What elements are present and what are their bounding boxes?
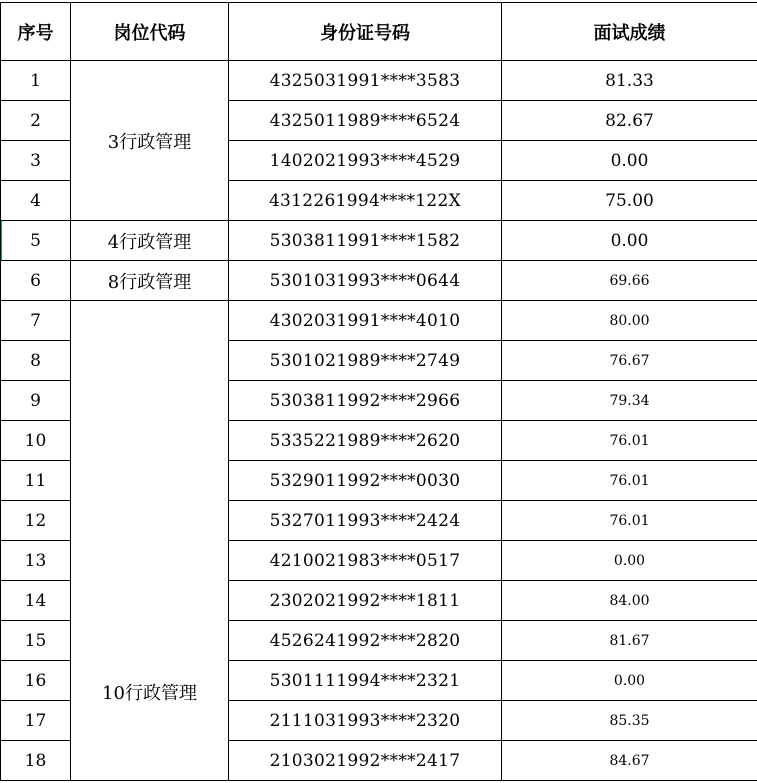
seq-cell[interactable]: 17 — [1, 701, 71, 741]
post-code-cell[interactable]: 3行政管理 — [71, 61, 229, 221]
id-number-cell[interactable]: 4325031991****3583 — [229, 61, 502, 101]
score-cell[interactable]: 76.01 — [502, 421, 757, 461]
score-cell[interactable]: 81.33 — [502, 61, 757, 101]
seq-cell[interactable]: 14 — [1, 581, 71, 621]
seq-cell[interactable]: 15 — [1, 621, 71, 661]
header-post-code[interactable]: 岗位代码 — [71, 3, 229, 61]
post-code-cell[interactable]: 8行政管理 — [71, 261, 229, 301]
score-cell[interactable]: 75.00 — [502, 181, 757, 221]
id-number-cell[interactable]: 5301111994****2321 — [229, 661, 502, 701]
score-cell[interactable]: 0.00 — [502, 221, 757, 261]
score-cell[interactable]: 79.34 — [502, 381, 757, 421]
seq-cell[interactable]: 10 — [1, 421, 71, 461]
seq-cell[interactable]: 11 — [1, 461, 71, 501]
score-cell[interactable]: 82.67 — [502, 101, 757, 141]
header-row — [1, 3, 757, 61]
id-number-cell[interactable]: 2103021992****2417 — [229, 741, 502, 781]
table-row — [1, 221, 757, 261]
id-number-cell[interactable]: 5327011993****2424 — [229, 501, 502, 541]
id-number-cell[interactable]: 2302021992****1811 — [229, 581, 502, 621]
seq-cell[interactable]: 12 — [1, 501, 71, 541]
id-number-cell[interactable]: 5335221989****2620 — [229, 421, 502, 461]
table-row — [1, 61, 757, 101]
seq-cell[interactable]: 18 — [1, 741, 71, 781]
score-cell[interactable]: 76.01 — [502, 501, 757, 541]
post-code-cell[interactable]: 4行政管理 — [71, 221, 229, 261]
seq-cell[interactable]: 2 — [1, 101, 71, 141]
score-cell[interactable]: 81.67 — [502, 621, 757, 661]
score-cell[interactable]: 0.00 — [502, 541, 757, 581]
table-row — [1, 261, 757, 301]
score-cell[interactable]: 76.01 — [502, 461, 757, 501]
seq-cell[interactable]: 6 — [1, 261, 71, 301]
header-id-number[interactable]: 身份证号码 — [229, 3, 502, 61]
interview-score-table — [0, 2, 757, 781]
seq-cell[interactable]: 7 — [1, 301, 71, 341]
seq-cell[interactable]: 9 — [1, 381, 71, 421]
score-cell[interactable]: 85.35 — [502, 701, 757, 741]
score-cell[interactable]: 0.00 — [502, 661, 757, 701]
post-code-cell[interactable]: 10行政管理 — [71, 301, 229, 781]
id-number-cell[interactable]: 5301021989****2749 — [229, 341, 502, 381]
header-interview-score[interactable]: 面试成绩 — [502, 3, 757, 61]
id-number-cell[interactable]: 5301031993****0644 — [229, 261, 502, 301]
id-number-cell[interactable]: 1402021993****4529 — [229, 141, 502, 181]
seq-cell[interactable]: 3 — [1, 141, 71, 181]
seq-cell[interactable]: 16 — [1, 661, 71, 701]
id-number-cell[interactable]: 5303811992****2966 — [229, 381, 502, 421]
score-cell[interactable]: 0.00 — [502, 141, 757, 181]
header-seq[interactable]: 序号 — [1, 3, 71, 61]
id-number-cell[interactable]: 4325011989****6524 — [229, 101, 502, 141]
id-number-cell[interactable]: 5303811991****1582 — [229, 221, 502, 261]
id-number-cell[interactable]: 2111031993****2320 — [229, 701, 502, 741]
score-cell[interactable]: 84.00 — [502, 581, 757, 621]
id-number-cell[interactable]: 4210021983****0517 — [229, 541, 502, 581]
id-number-cell[interactable]: 4312261994****122X — [229, 181, 502, 221]
score-cell[interactable]: 76.67 — [502, 341, 757, 381]
seq-cell[interactable]: 8 — [1, 341, 71, 381]
table-row — [1, 301, 757, 341]
id-number-cell[interactable]: 5329011992****0030 — [229, 461, 502, 501]
id-number-cell[interactable]: 4526241992****2820 — [229, 621, 502, 661]
score-cell[interactable]: 69.66 — [502, 261, 757, 301]
seq-cell[interactable]: 4 — [1, 181, 71, 221]
score-cell[interactable]: 80.00 — [502, 301, 757, 341]
score-cell[interactable]: 84.67 — [502, 741, 757, 781]
seq-cell[interactable]: 1 — [1, 61, 71, 101]
seq-cell[interactable]: 13 — [1, 541, 71, 581]
seq-cell[interactable]: 5 — [1, 221, 71, 261]
id-number-cell[interactable]: 4302031991****4010 — [229, 301, 502, 341]
